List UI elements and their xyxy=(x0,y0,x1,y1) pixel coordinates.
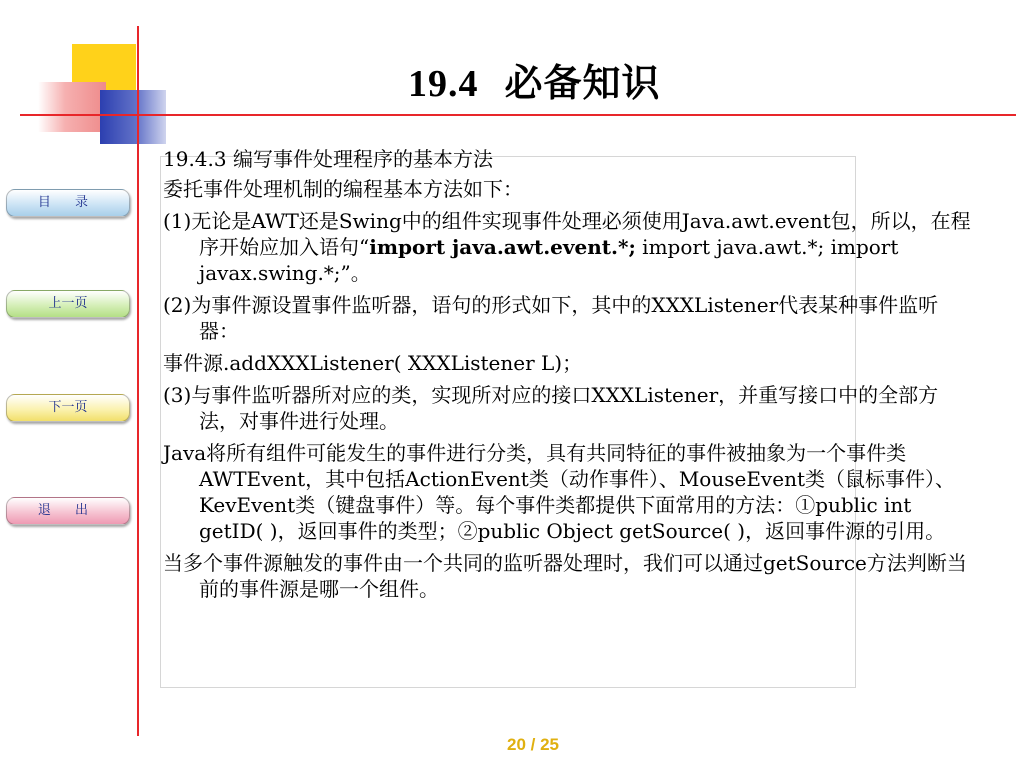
paragraph-event-classes: Java将所有组件可能发生的事件进行分类，具有共同特征的事件被抽象为一个事件类AWTEvent，其中包括ActionEvent类（动作事件）、MouseEvent类（鼠标事件）、KevEvent类（键盘事件）等。每个事件类都提供下面常用的方法：①public int getID( )，返回事件的类型；②public Object getSource( )，返回事件源的引用。 xyxy=(163,441,955,543)
slide-body xyxy=(163,146,978,608)
step-1-import-statement: import java.awt.event.*; xyxy=(369,235,636,259)
decor-red-vertical-line xyxy=(137,26,139,736)
next-page-button[interactable]: 下一页 xyxy=(6,394,130,422)
step-1-text: (1)无论是AWT还是Swing中的组件实现事件处理必须使用Java.awt.event包，所以，在程序开始应加入语句“ xyxy=(163,209,971,259)
previous-page-button[interactable]: 上一页 xyxy=(6,290,130,318)
slide-title-text: 必备知识 xyxy=(504,60,661,105)
slide-title xyxy=(408,52,661,107)
section-heading: 19.4.3 编写事件处理程序的基本方法 xyxy=(163,147,493,171)
decor-blue-block xyxy=(100,90,166,144)
paragraph-step-3: (3)与事件监听器所对应的类，实现所对应的接口XXXListener，并重写接口中的全部方法，对事件进行处理。 xyxy=(163,383,939,433)
paragraph-intro: 委托事件处理机制的编程基本方法如下： xyxy=(163,177,523,201)
exit-button[interactable]: 退 出 xyxy=(6,497,130,525)
paragraph-getsource: 当多个事件源触发的事件由一个共同的监听器处理时，我们可以通过getSource方法判断当前的事件源是哪一个组件。 xyxy=(163,551,967,601)
decor-red-horizontal-line xyxy=(20,114,1016,116)
contents-button[interactable]: 目 录 xyxy=(6,189,130,217)
page-number: 20 / 25 xyxy=(507,735,559,754)
paragraph-step-2: (2)为事件源设置事件监听器，语句的形式如下，其中的XXXListener代表某种事件监听器： xyxy=(163,293,939,343)
slide-title-number: 19.4 xyxy=(408,63,479,105)
step-1-text-end: import java.awt.*; import javax.swing.*;”。 xyxy=(199,235,899,285)
code-line-add-listener: 事件源.addXXXListener( XXXListener L)； xyxy=(163,351,583,375)
decor-pink-block xyxy=(38,82,106,132)
paragraph-step-1 xyxy=(163,208,978,286)
